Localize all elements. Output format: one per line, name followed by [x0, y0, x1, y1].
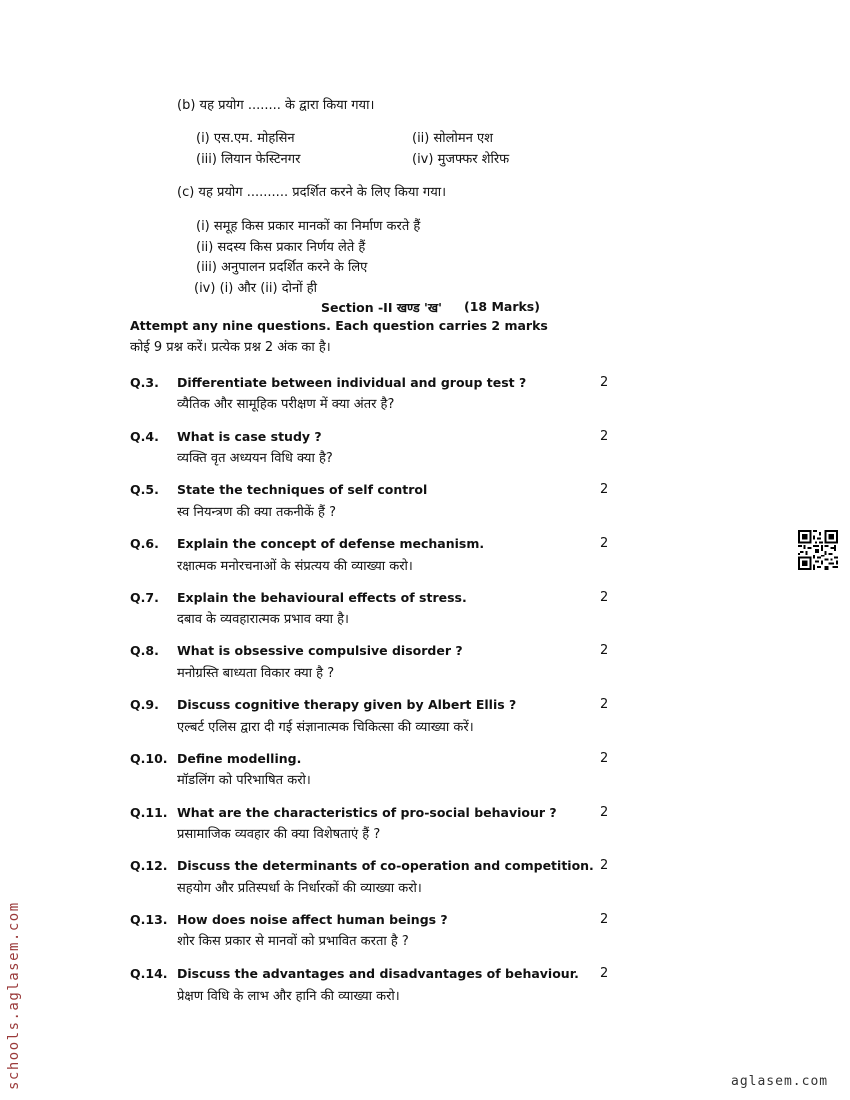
- part-c-option-ii: (ii) सदस्य किस प्रकार निर्णय लेते हैं: [196, 240, 366, 255]
- bottom-watermark: aglasem.com: [731, 1074, 829, 1089]
- qr-code-icon: [798, 530, 838, 570]
- section-instruction-hi: कोई 9 प्रश्न करें। प्रत्येक प्रश्न 2 अंक का है।: [130, 340, 331, 355]
- question-marks: 2: [600, 482, 609, 497]
- question-text-en: State the techniques of self control: [177, 482, 428, 497]
- part-c-option-iv: (iv) (i) और (ii) दोनों ही: [194, 281, 317, 296]
- question-marks: 2: [600, 643, 609, 658]
- question-marks: 2: [600, 966, 609, 981]
- question-marks: 2: [600, 912, 609, 927]
- section-instruction-en: Attempt any nine questions. Each question carries 2 marks: [130, 318, 548, 333]
- question-number: Q.3.: [130, 375, 159, 390]
- question-marks: 2: [600, 429, 609, 444]
- question-text-hi: रक्षात्मक मनोरचनाओं के संप्रत्यय की व्याख्या करो।: [177, 559, 413, 574]
- question-text-en: Differentiate between individual and group test ?: [177, 375, 527, 390]
- part-b-option-i: (i) एस.एम. मोहसिन: [196, 131, 295, 146]
- question-number: Q.5.: [130, 482, 159, 497]
- section-marks: (18 Marks): [464, 299, 540, 314]
- question-text-hi: मॉडलिंग को परिभाषित करो।: [177, 773, 311, 788]
- question-number: Q.4.: [130, 429, 159, 444]
- question-text-en: Discuss the advantages and disadvantages of behaviour.: [177, 966, 579, 981]
- question-text-hi: दबाव के व्यवहारात्मक प्रभाव क्या है।: [177, 612, 349, 627]
- question-text-hi: शोर किस प्रकार से मानवों को प्रभावित करता है ?: [177, 934, 409, 949]
- part-c-option-i: (i) समूह किस प्रकार मानकों का निर्माण करते हैं: [196, 219, 421, 234]
- question-text-hi: प्रसामाजिक व्यवहार की क्या विशेषताएं हैं ?: [177, 827, 381, 842]
- question-text-hi: मनोग्रस्ति बाध्यता विकार क्या है ?: [177, 666, 335, 681]
- section-title: Section -II खण्ड 'ख': [321, 300, 442, 315]
- question-text-hi: स्व नियन्त्रण की क्या तकनीकें हैं ?: [177, 505, 336, 520]
- question-text-en: Define modelling.: [177, 751, 302, 766]
- question-marks: 2: [600, 697, 609, 712]
- question-marks: 2: [600, 751, 609, 766]
- question-text-en: Discuss cognitive therapy given by Albert Ellis ?: [177, 697, 517, 712]
- question-number: Q.7.: [130, 590, 159, 605]
- part-b-option-ii: (ii) सोलोमन एश: [412, 131, 493, 146]
- question-marks: 2: [600, 590, 609, 605]
- question-text-hi: सहयोग और प्रतिस्पर्धा के निर्धारकों की व्याख्या करो।: [177, 881, 422, 896]
- question-number: Q.8.: [130, 643, 159, 658]
- part-b-option-iii: (iii) लियान फेस्टिनगर: [196, 152, 301, 167]
- question-text-en: What is case study ?: [177, 429, 322, 444]
- question-marks: 2: [600, 805, 609, 820]
- question-text-en: Explain the behavioural effects of stress.: [177, 590, 467, 605]
- side-watermark: schools.aglasem.com: [6, 901, 22, 1090]
- question-number: Q.6.: [130, 536, 159, 551]
- question-marks: 2: [600, 536, 609, 551]
- part-b-stem: (b) यह प्रयोग ........ के द्वारा किया गया।: [177, 98, 375, 113]
- question-number: Q.13.: [130, 912, 168, 927]
- question-marks: 2: [600, 375, 609, 390]
- question-text-en: What is obsessive compulsive disorder ?: [177, 643, 463, 658]
- question-text-en: Discuss the determinants of co-operation and competition.: [177, 858, 594, 873]
- question-number: Q.11.: [130, 805, 168, 820]
- question-number: Q.10.: [130, 751, 168, 766]
- part-b-option-iv: (iv) मुजफ्फर शेरिफ: [412, 152, 510, 167]
- question-text-en: How does noise affect human beings ?: [177, 912, 448, 927]
- question-text-en: Explain the concept of defense mechanism.: [177, 536, 485, 551]
- part-c-stem: (c) यह प्रयोग .......... प्रदर्शित करने के लिए किया गया।: [177, 185, 447, 200]
- question-text-hi: प्रेक्षण विधि के लाभ और हानि की व्याख्या करो।: [177, 989, 400, 1004]
- question-text-hi: व्यक्ति वृत अध्ययन विधि क्या है?: [177, 451, 333, 466]
- question-number: Q.12.: [130, 858, 168, 873]
- question-text-en: What are the characteristics of pro-social behaviour ?: [177, 805, 557, 820]
- question-text-hi: एल्बर्ट एलिस द्वारा दी गई संज्ञानात्मक चिकित्सा की व्याख्या करें।: [177, 720, 474, 735]
- part-c-option-iii: (iii) अनुपालन प्रदर्शित करने के लिए: [196, 260, 368, 275]
- question-text-hi: व्यैतिक और सामूहिक परीक्षण में क्या अंतर है?: [177, 397, 395, 412]
- question-marks: 2: [600, 858, 609, 873]
- question-number: Q.9.: [130, 697, 159, 712]
- question-number: Q.14.: [130, 966, 168, 981]
